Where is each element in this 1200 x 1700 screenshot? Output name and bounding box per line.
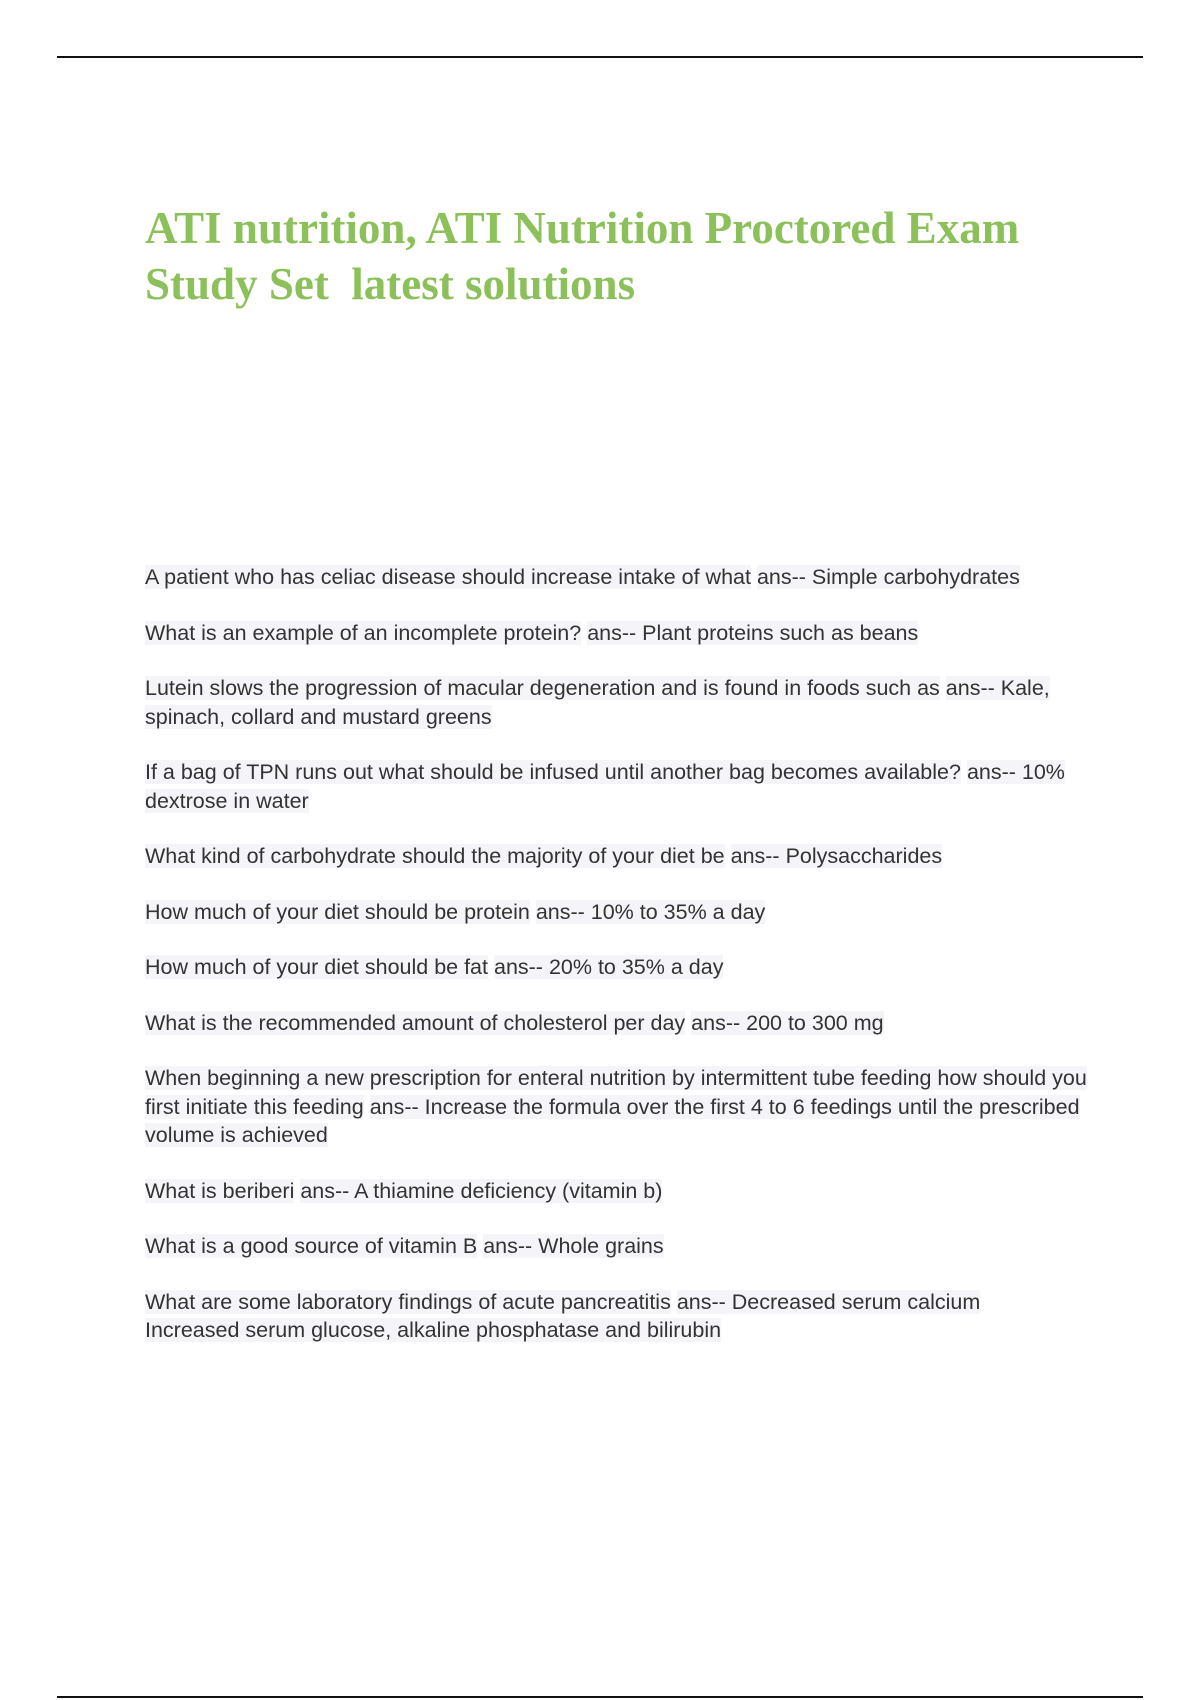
qa-item [145,1064,1090,1150]
document-title: ATI nutrition, ATI Nutrition Proctored Exam Study Set latest solutions [145,203,1031,309]
answer-text: ans-- 200 to 300 mg [691,1010,884,1035]
question-text: How much of your diet should be fat [145,955,488,979]
qa-item [145,1232,1090,1261]
question-text: If a bag of TPN runs out what should be infused until another bag becomes available? [145,760,961,784]
question-text: What is beriberi [145,1178,295,1203]
answer-text: ans-- Decreased serum calcium [676,1289,981,1314]
qa-item [145,758,1090,815]
answer-continuation-text: Increased serum glucose, alkaline phosphatase and bilirubin [145,1318,722,1342]
answer-text: ans-- Kale, spinach, collard and mustard greens [145,676,1050,729]
answer-text: ans-- 20% to 35% a day [493,955,724,979]
qa-item [145,898,1090,927]
answer-text: ans-- Simple carbohydrates [756,565,1020,589]
answer-text: ans-- Plant proteins such as beans [587,620,919,645]
qa-item [145,1009,1090,1038]
question-text: When beginning a new prescription for enteral nutrition by intermittent tube feeding how should you first initiate this feeding [145,1066,1087,1119]
qa-item [145,1177,1090,1206]
question-text: How much of your diet should be protein [145,899,530,924]
answer-text: ans-- Whole grains [483,1234,664,1258]
bottom-rule [57,1696,1143,1698]
question-text: What is a good source of vitamin B [145,1234,478,1258]
question-text: What are some laboratory findings of acute pancreatitis [145,1289,671,1314]
top-rule [57,56,1143,58]
question-text: What kind of carbohydrate should the majority of your diet be [145,844,725,868]
answer-text: ans-- 10% dextrose in water [145,760,1065,813]
qa-item [145,619,1090,648]
qa-item [145,1288,1090,1345]
question-text: A patient who has celiac disease should increase intake of what [145,565,751,589]
qa-item [145,674,1090,731]
qa-item [145,953,1090,982]
answer-text: ans-- A thiamine deficiency (vitamin b) [300,1178,663,1203]
qa-item [145,563,1090,592]
answer-text: ans-- Increase the formula over the first 4 to 6 feedings until the prescribed volume is achieved [145,1094,1080,1147]
qa-item [145,842,1090,871]
answer-text: ans-- 10% to 35% a day [535,899,766,924]
question-text: What is an example of an incomplete protein? [145,620,582,645]
qa-list [145,563,1090,1372]
answer-text: ans-- Polysaccharides [730,844,943,868]
question-text: Lutein slows the progression of macular degeneration and is found in foods such as [145,676,940,700]
question-text: What is the recommended amount of cholesterol per day [145,1010,686,1035]
